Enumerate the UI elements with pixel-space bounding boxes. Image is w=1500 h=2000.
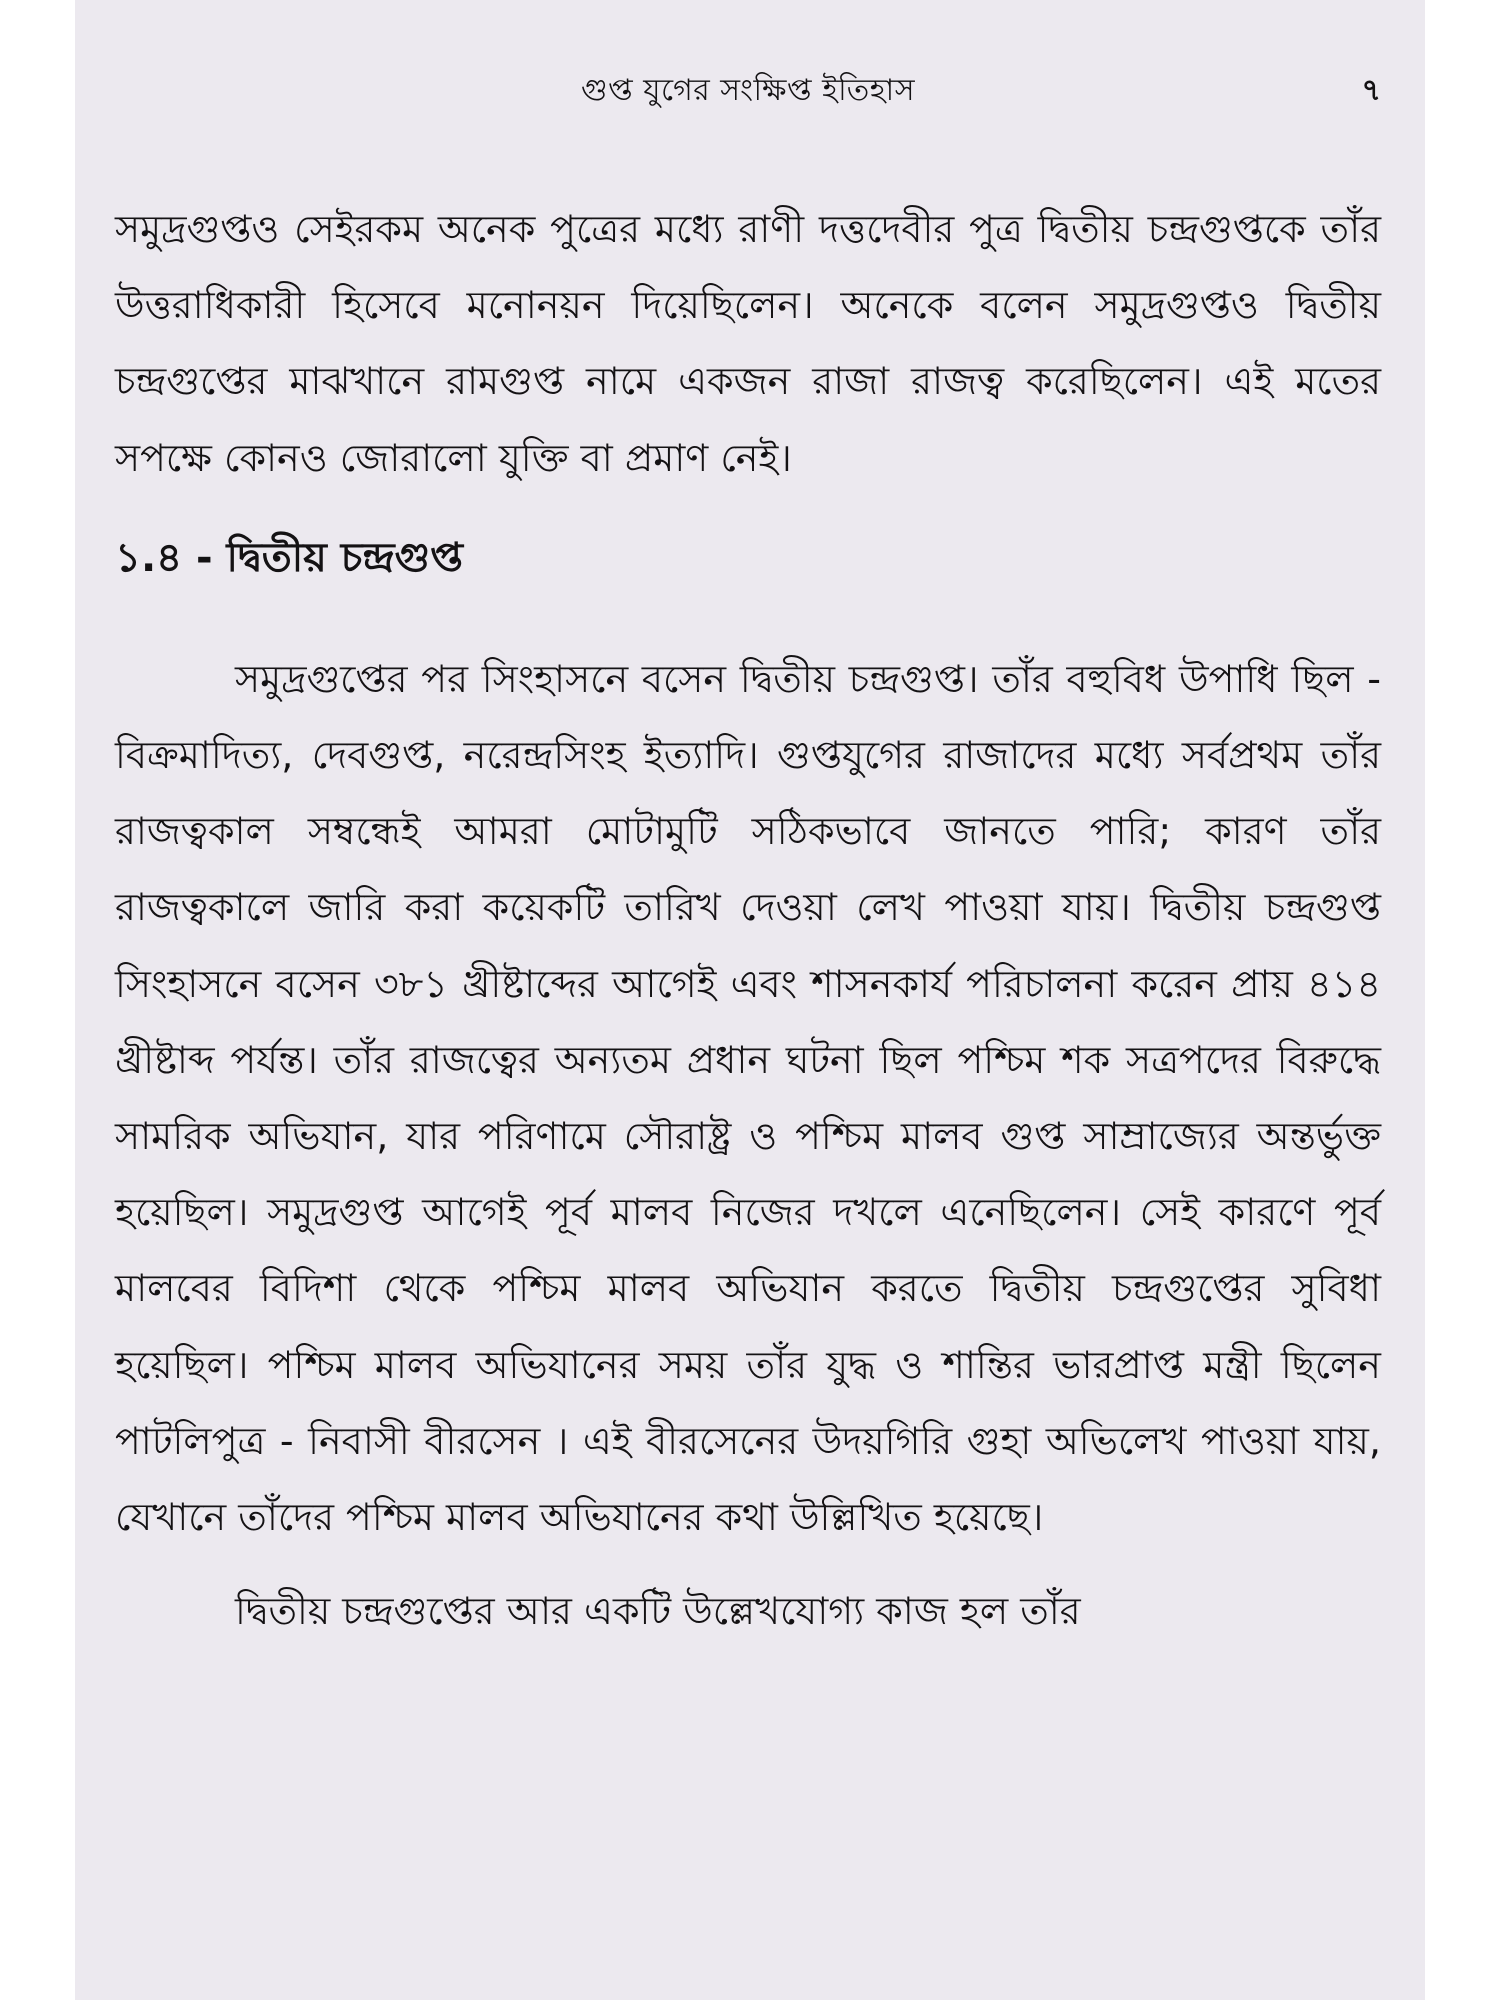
section-heading: ১.৪ - দ্বিতীয় চন্দ্রগুপ্ত <box>115 534 464 581</box>
page-number: ৭ <box>1361 73 1381 108</box>
paragraph-2: সমুদ্রগুপ্তের পর সিংহাসনে বসেন দ্বিতীয় চন্দ্রগুপ্ত। তাঁর বহুবিধ উপাধি ছিল - বিক্রমাদিত্য, দেবগুপ্ত, নরেন্দ্রসিংহ ইত্যাদি। গুপ্তযুগের রাজাদের মধ্যে সর্বপ্রথম তাঁর রাজত্বকাল সম্বন্ধেই আমরা মোটামুটি সঠিকভাবে জানতে পারি; কারণ তাঁর রাজত্বকালে জারি করা কয়েকটি তারিখ দেওয়া লেখ পাওয়া যায়। দ্বিতীয় চন্দ্রগুপ্ত সিংহাসনে বসেন ৩৮১ খ্রীষ্টাব্দের আগেই এবং শাসনকার্য পরিচালনা করেন প্রায় ৪১৪ খ্রীষ্টাব্দ পর্যন্ত। তাঁর রাজত্বের অন্যতম প্রধান ঘটনা ছিল পশ্চিম শক সত্রপদের বিরুদ্ধে সামরিক অভিযান, যার পরিণামে সৌরাষ্ট্র ও পশ্চিম মালব গুপ্ত সাম্রাজ্যের অন্তর্ভুক্ত হয়েছিল। সমুদ্রগুপ্ত আগেই পূর্ব মালব নিজের দখলে এনেছিলেন। সেই কারণে পূর্ব মালবের বিদিশা থেকে পশ্চিম মালব অভিযান করতে দ্বিতীয় চন্দ্রগুপ্তের সুবিধা হয়েছিল। পশ্চিম মালব অভিযানের সময় তাঁর যুদ্ধ ও শান্তির ভারপ্রাপ্ত মন্ত্রী ছিলেন পাটলিপুত্র - নিবাসী বীরসেন । এই বীরসেনের উদয়গিরি গুহা অভিলেখ পাওয়া যায়, যেখানে তাঁদের পশ্চিম মালব অভিযানের কথা উল্লিখিত হয়েছে। <box>115 656 1381 1540</box>
running-title: গুপ্ত যুগের সংক্ষিপ্ত ইতিহাস <box>580 73 916 108</box>
paragraph-3: দ্বিতীয় চন্দ্রগুপ্তের আর একটি উল্লেখযোগ্য কাজ হল তাঁর <box>235 1589 1081 1634</box>
book-page <box>75 0 1425 2000</box>
page-header <box>115 0 1381 118</box>
paragraph-1: সমুদ্রগুপ্তও সেইরকম অনেক পুত্রের মধ্যে রাণী দত্তদেবীর পুত্র দ্বিতীয় চন্দ্রগুপ্তকে তাঁর উত্তরাধিকারী হিসেবে মনোনয়ন দিয়েছিলেন। অনেকে বলেন সমুদ্রগুপ্তও দ্বিতীয় চন্দ্রগুপ্তের মাঝখানে রামগুপ্ত নামে একজন রাজা রাজত্ব করেছিলেন। এই মতের সপক্ষে কোনও জোরালো যুক্তি বা প্রমাণ নেই। <box>115 207 1381 480</box>
